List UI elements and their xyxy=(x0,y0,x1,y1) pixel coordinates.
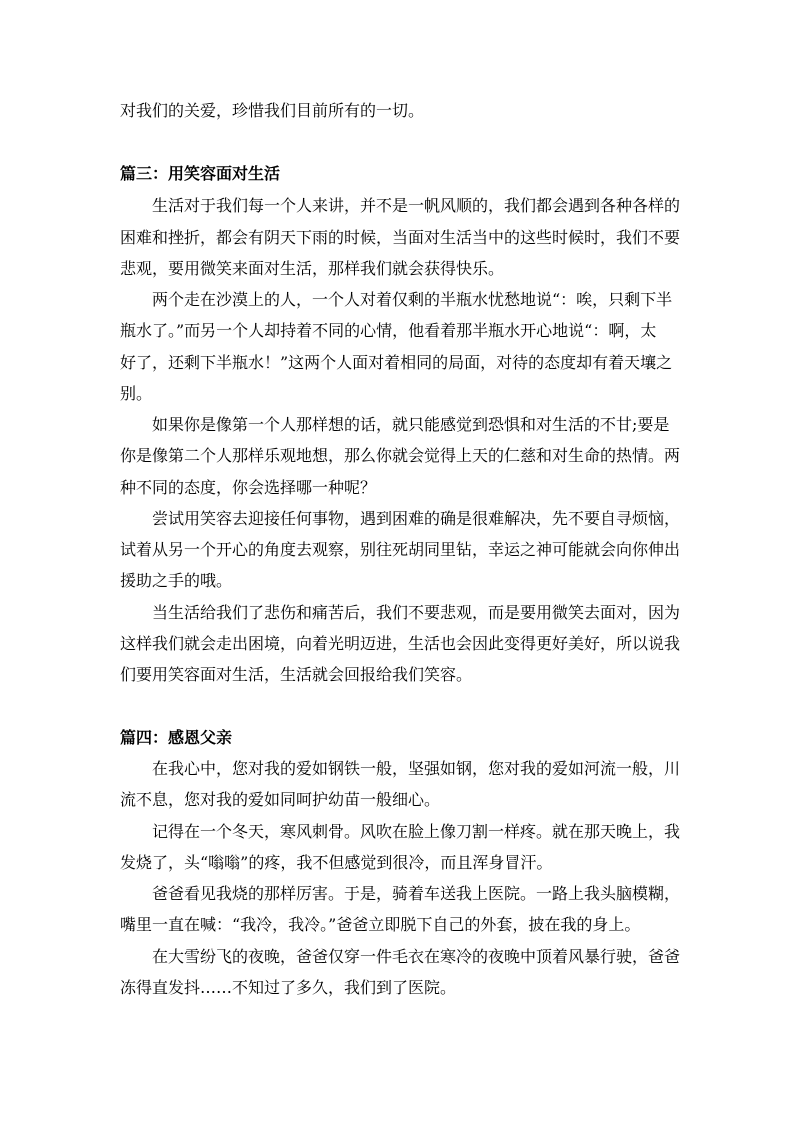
section3-line: 悲观，要用微笑来面对生活，那样我们就会获得快乐。 xyxy=(120,259,505,278)
section4-line: 记得在一个冬天，寒风刺骨。风吹在脸上像刀割一样疼。就在那天晚上，我 xyxy=(152,822,680,841)
section3-line: 瓶水了。”而另一个人却持着不同的心情，他看着那半瓶水开心地说“：啊，太 xyxy=(120,321,657,340)
section3-line: 你是像第二个人那样乐观地想，那么你就会觉得上天的仁慈和对生命的热情。两 xyxy=(120,446,680,465)
section3-line: 这样我们就会走出困境，向着光明迈进，生活也会因此变得更好美好，所以说我 xyxy=(120,634,680,653)
section3-title: 篇三：用笑容面对生活 xyxy=(120,164,281,183)
section3-line: 好了，还剩下半瓶水！”这两个人面对着相同的局面，对待的态度却有着天壤之 xyxy=(120,353,673,372)
section4-line: 嘴里一直在喊：“我冷，我冷。”爸爸立即脱下自己的外套，披在我的身上。 xyxy=(120,915,641,934)
section4-title: 篇四：感恩父亲 xyxy=(120,728,233,747)
section4-line: 在我心中，您对我的爱如钢铁一般，坚强如钢，您对我的爱如河流一般，川 xyxy=(152,759,680,778)
section3-line: 两个走在沙漠上的人，一个人对着仅剩的半瓶水忧愁地说“：唉，只剩下半 xyxy=(152,290,673,309)
section4-line: 爸爸看见我烧的那样厉害。于是，骑着车送我上医院。一路上我头脑模糊， xyxy=(152,884,680,903)
section3-line: 试着从另一个开心的角度去观察，别往死胡同里钻，幸运之神可能就会向你伸出 xyxy=(120,540,680,559)
section3-line: 生活对于我们每一个人来讲，并不是一帆风顺的，我们都会遇到各种各样的 xyxy=(152,196,680,215)
intro-tail-line: 对我们的关爱，珍惜我们目前所有的一切。 xyxy=(120,101,425,120)
section3-line: 如果你是像第一个人那样想的话，就只能感觉到恐惧和对生活的不甘;要是 xyxy=(152,415,670,434)
section3-line: 种不同的态度，你会选择哪一种呢？ xyxy=(120,478,377,497)
section3-line: 援助之手的哦。 xyxy=(120,571,233,590)
section3-line: 困难和挫折，都会有阴天下雨的时候，当面对生活当中的这些时候时，我们不要 xyxy=(120,228,680,247)
section4-line: 冻得直发抖……不知过了多久，我们到了医院。 xyxy=(120,978,457,997)
section4-line: 在大雪纷飞的夜晚，爸爸仅穿一件毛衣在寒冷的夜晚中顶着风暴行驶，爸爸 xyxy=(152,947,680,966)
section4-line: 流不息，您对我的爱如同呵护幼苗一般细心。 xyxy=(120,790,441,809)
section3-line: 尝试用笑容去迎接任何事物，遇到困难的确是很难解决，先不要自寻烦恼， xyxy=(152,509,680,528)
section3-line: 当生活给我们了悲伤和痛苦后，我们不要悲观，而是要用微笑去面对，因为 xyxy=(152,603,680,622)
section3-line: 们要用笑容面对生活，生活就会回报给我们笑容。 xyxy=(120,665,473,684)
section4-line: 发烧了，头“嗡嗡”的疼，我不但感觉到很冷，而且浑身冒汗。 xyxy=(120,853,553,872)
section3-line: 别。 xyxy=(120,384,153,403)
